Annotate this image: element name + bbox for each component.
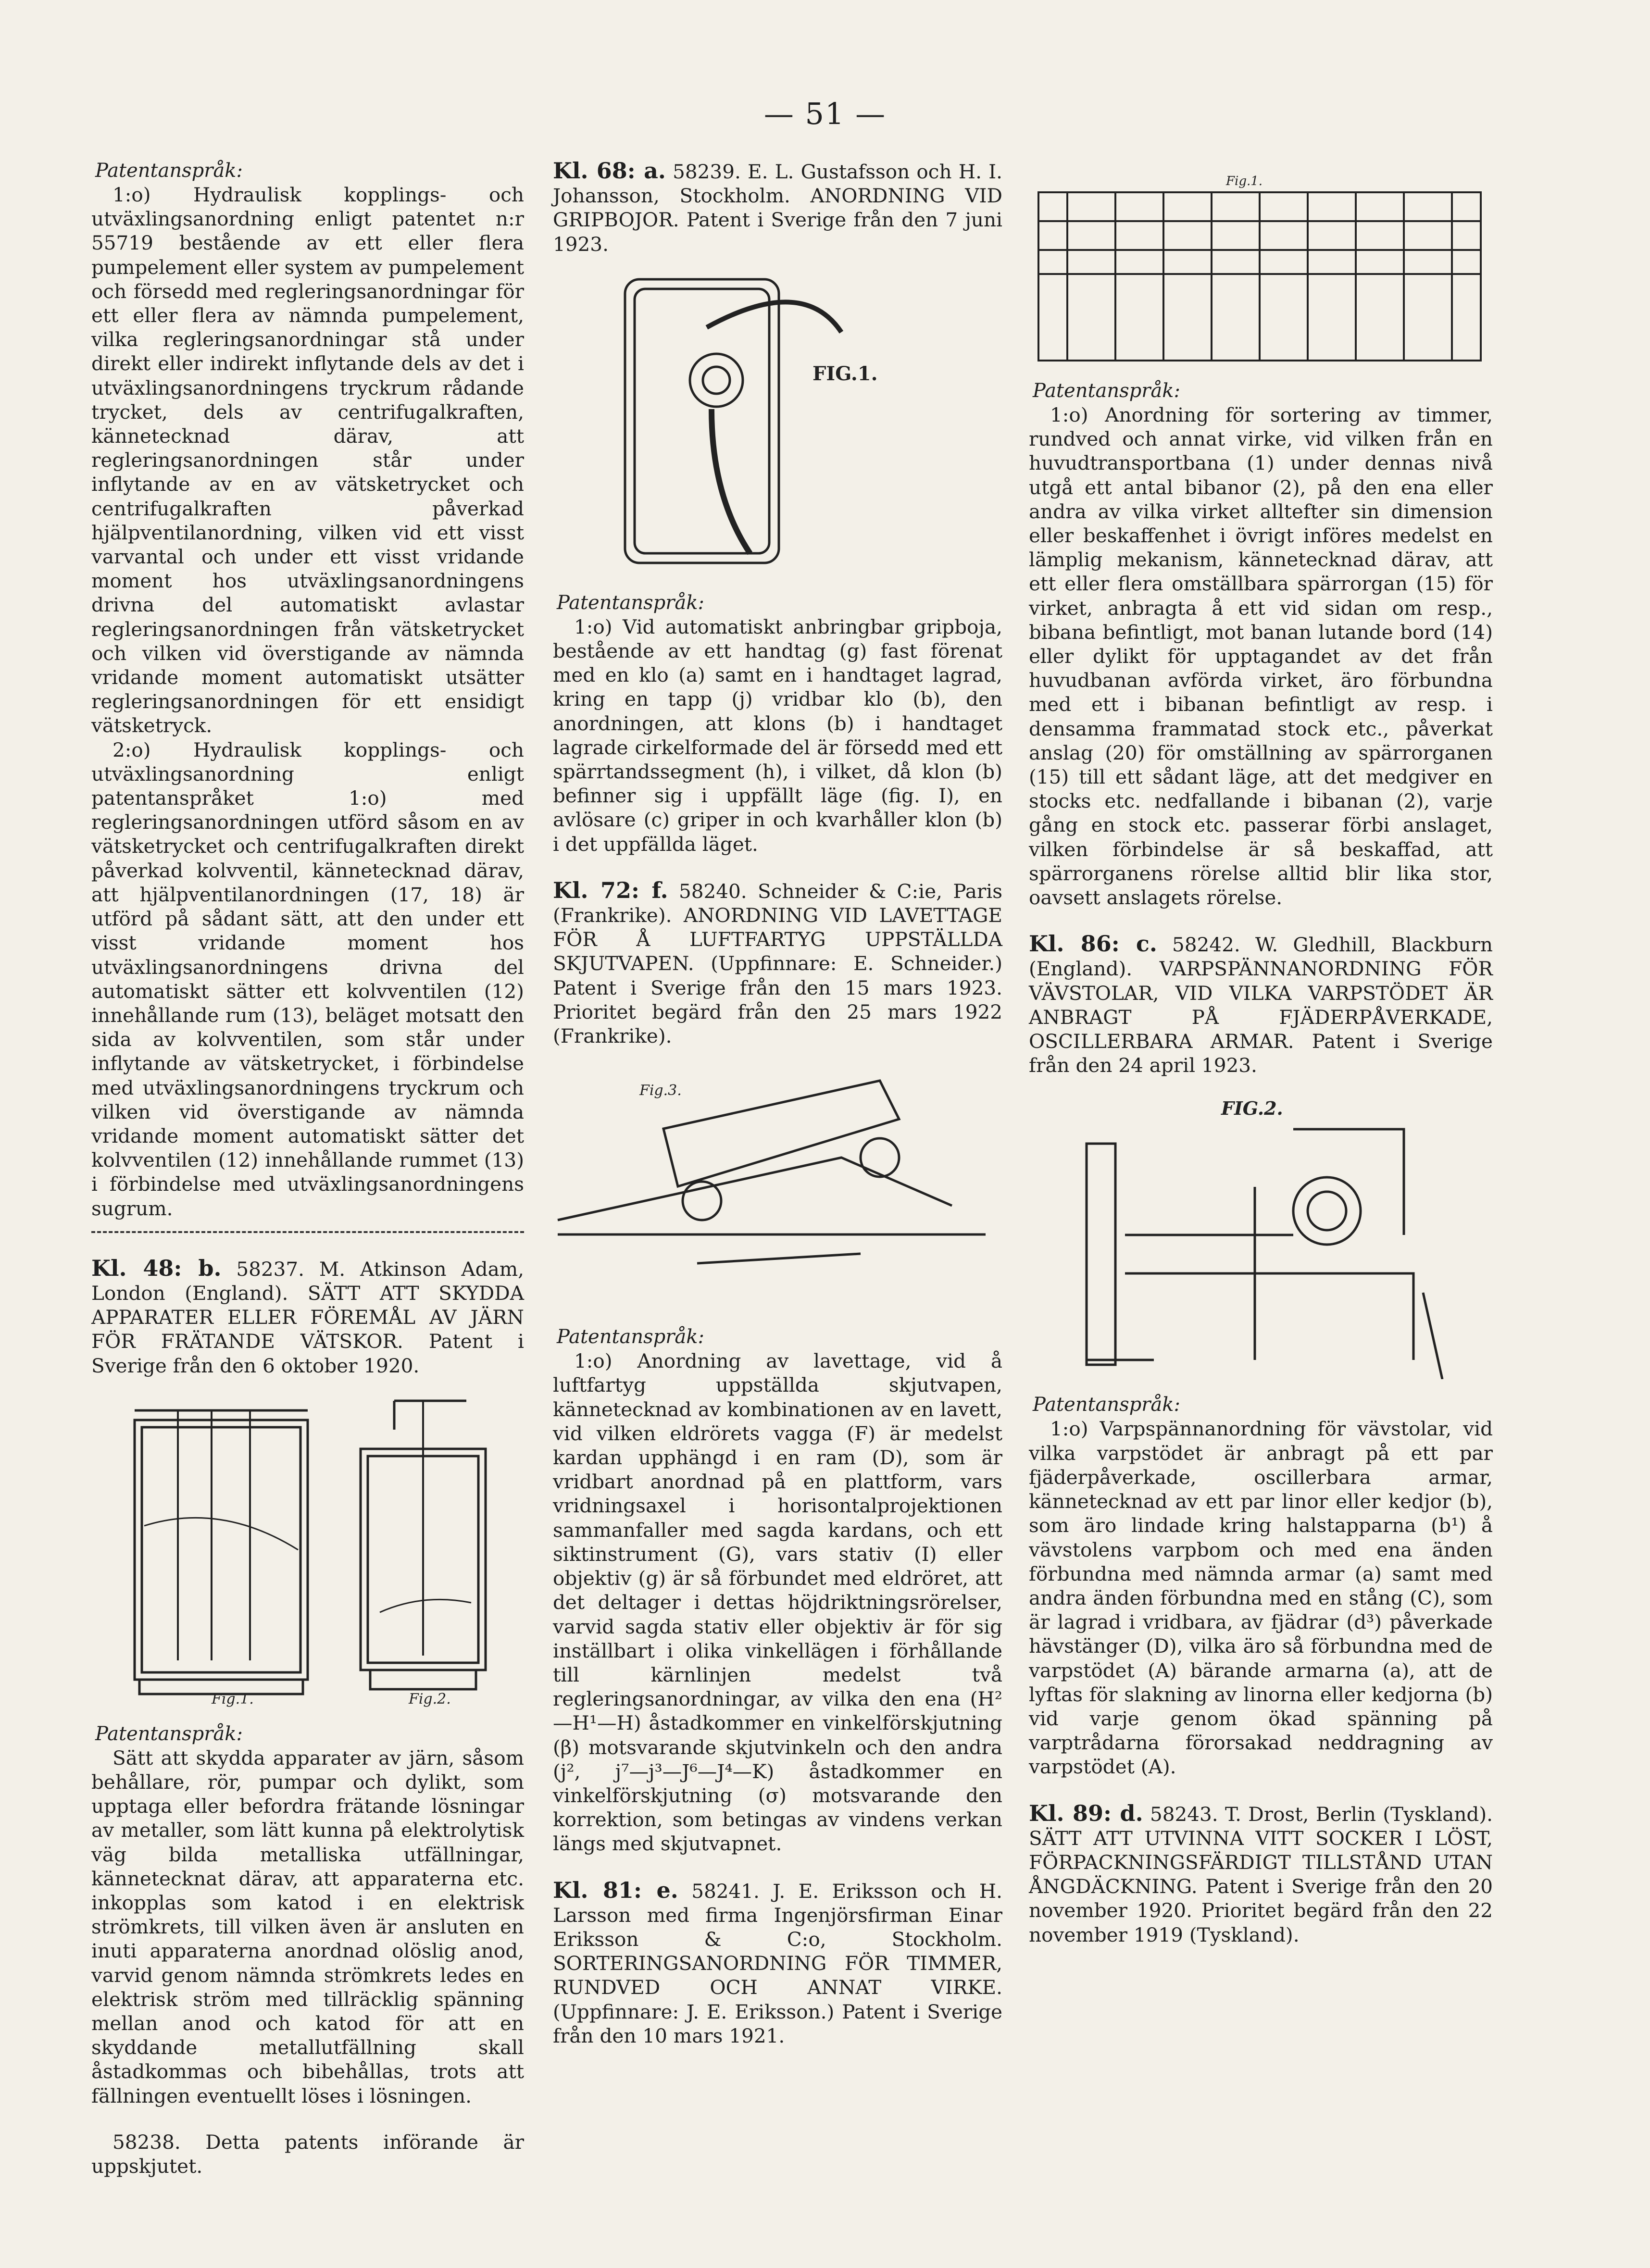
claims-label: Patentanspråk: [1033,1394,1180,1416]
patent-entry-48b [91,1256,524,1378]
patent-entry-81e [553,1878,1002,2048]
patent-entry-68a [553,159,1002,256]
class-label: Kl. 68: a. [553,158,666,184]
figure-sorting-conveyor [1029,159,1493,365]
column-left [91,159,524,2178]
class-label: Kl. 48: b. [91,1255,222,1281]
fig-1-caption: FIG.1. [812,362,878,385]
claim-paragraph: 1:o) Vid automatiskt anbringbar gripboja, bestående av ett handtag (g) fast förenat med en klo (a) samt en i handtaget lagrad, kring en tapp (j) vridbar klo (b), den anordningen, att klons (b) i handtaget lagrade cirkelformade del är försedd med ett spärrtandssegment (h), i vilket, då klon (b) befinner sig i uppfällt läge (fig. I), en avlösare (c) griper in och kvarhåller klon (b) i det uppfällda läget. [553,615,1002,856]
patent-entry-text: 58243. T. Drost, Berlin (Tyskland). SÄTT ATT UTVINNA VITT SOCKER I LÖST, FÖRPACKNINGSFÄRDIGT TILLSTÅND UTAN ÅNGDÄCKNING. Patent i Sverige från den 20 november 1920. Prioritet begärd från den 22 november 1919 (Tyskland). [1029,1802,1493,1946]
claim-paragraph: Sätt att skydda apparater av järn, såsom behållare, rör, pumpar och dylikt, som upptaga eller befordra frätande lösningar av metaller, som lätt kunna på elektrolytisk väg bilda metalliska utfällningar, kännetecknat därav, att apparaterna etc. inkopplas som katod i en elektrisk strömkrets, till vilken även är ansluten en inuti apparaterna anordnad olöslig anod, varvid genom nämnda strömkrets ledes en elektrisk ström med tillräcklig spänning mellan anod och katod för att en skyddande metallutfällning skall åstadkommas och bibehållas, trots att fällningen eventuellt löses i lösningen. [91,1746,524,2107]
claims-label: Patentanspråk: [95,1722,243,1745]
class-label: Kl. 72: f. [553,877,668,903]
class-label: Kl. 81: e. [553,1877,678,1903]
patent-entry-72f [553,878,1002,1048]
class-label: Kl. 89: d. [1029,1800,1143,1826]
claim-paragraph: 1:o) Hydraulisk kopplings- och utväxlingsanordning enligt patentet n:r 55719 bestående av ett eller flera pumpelement eller system av pumpelement och försedd med regleringsanordningar för ett eller flera av nämnda pumpelement, vilka regleringsanordningar stå under direkt eller indirekt inflytande dels av det i utväxlingsanordningens tryckrum rådande trycket, dels av centrifugalkraften, kännetecknad därav, att regleringsanordningen står under inflytande av en av vätsketrycket och centrifugalkraften påverkad hjälpventilanordning, vilken vid ett visst varvantal och under ett visst vridande moment hos utväxlingsanordningens drivna del automatiskt avlastar regleringsanordningen från vätsketrycket och vilken vid överstigande av nämnda vridande moment automatiskt utsätter regleringsanordningen för ett ensidigt vätsketryck. [91,183,524,737]
claim-paragraph: 1:o) Anordning av lavettage, vid å luftfartyg uppställda skjutvapen, kännetecknad av kombinationen av en lavett, vid vilken eldrörets vagga (F) är medelst kardan upphängd i en ram (D), som är vridbart anordnad på en plattform, vars vridningsaxel i horisontalprojektionen sammanfaller med sagda kardans, och ett siktinstrument (G), vars stativ (I) eller objektiv (g) är så förbundet med eldröret, att det deltager i dettas höjdriktningsrörelser, varvid sagda stativ eller objektiv är för sig inställbart i olika vinkellägen i förhållande till kärnlinjen medelst två regleringsanordningar, av vilka den ena (H²—H¹—H) åstadkommer en vinkelförskjutning (β) motsvarande skjutvinkeln och den andra (j², j⁷—j³—J⁶—J⁴—K) åstadkommer en vinkelförskjutning (σ) motsvarande den korrektion, som betingas av vindens verkan längs med skjutvapnet. [553,1349,1002,1856]
section-divider [91,1221,524,1243]
claims-label: Patentanspråk: [557,1326,704,1348]
claims-label: Patentanspråk: [1033,380,1180,402]
class-label: Kl. 86: c. [1029,931,1157,957]
claims-label: Patentanspråk: [95,160,243,182]
figure-loom-warp-tension [1029,1091,1493,1379]
fig-1-caption: Fig.1. [212,1690,254,1707]
column-middle [553,159,1002,2048]
claims-label: Patentanspråk: [557,591,704,614]
claim-paragraph: 1:o) Anordning för sortering av timmer, rundved och annat virke, vid vilken från en huvudtransportbana (1) under dennas nivå utgå ett antal bibanor (2), på den ena eller andra av vilka virket alltefter sin dimension eller beskaffenhet i övrigt införes medelst en lämplig mekanism, kännetecknad därav, att ett eller flera omställbara spärrorgan (15) för virket, anbragta å ett vid sidan om resp., bibana befintligt, mot banan lutande bord (14) eller dylikt för upptagandet av det från huvudbanan avförda virket, äro förbundna med ett i bibanan befintligt av resp. i densamma frammatad stock etc., påverkat anslag (20) för omställning av spärrorganen (15) till ett sådant läge, att det medgiver en stocks etc. nedfallande i bibanan (2), varje gång en stock etc. passerar förbi anslaget, vilken förbindelse är så beskaffad, att spärrorganens rörelse alltid blir lika stor, oavsett anslagets rörelse. [1029,403,1493,910]
patent-entry-89d [1029,1801,1493,1947]
figure-electrolytic-containers [91,1391,524,1708]
fig-2-caption: Fig.2. [409,1690,451,1707]
figure-gun-carriage [553,1061,1002,1311]
patent-entry-58238: 58238. Detta patents införande är uppskjutet. [91,2130,524,2178]
patent-entry-text: 58240. Schneider & C:ie, Paris (Frankrike). ANORDNING VID LAVETTAGE FÖR Å LUFTFARTYG UPPSTÄLLDA SKJUTVAPEN. (Uppfinnare: E. Schneider.) Patent i Sverige från den 15 mars 1923. Prioritet begärd från den 25 mars 1922 (Frankrike). [553,879,1002,1048]
fig-1-caption: Fig.1. [1226,174,1263,188]
figure-gripping-buoy [553,270,1002,577]
page-number: — 51 — [763,96,887,131]
claim-paragraph: 1:o) Varpspännanordning för vävstolar, vid vilka varpstödet är anbragt på ett par fjäderpåverkade, oscillerbara armar, kännetecknad av ett par linor eller kedjor (b), som äro lindade kring halstapparna (b¹) å vävstolens varpbom och med ena änden förbundna med nämnda armar (a) samt med andra änden förbundna med en stång (C), som är lagrad i vridbara, av fjädrar (d³) påverkade hävstänger (D), vilka äro så förbundna med de varpstödet (A) bärande armarna (a), att de lyftas för slakning av linorna eller kedjorna (b) vid varje genom ökad spänning på varptrådarna förorsakad neddragning av varpstödet (A). [1029,1417,1493,1779]
fig-2-caption: FIG.2. [1221,1097,1283,1120]
patent-entry-86c [1029,932,1493,1077]
patent-entry-text: 58242. W. Gledhill, Blackburn (England). VARPSPÄNNANORDNING FÖR VÄVSTOLAR, VID VILKA VARPSTÖDET ÄR ANBRAGT PÅ FJÄDERPÅVERKADE, OSCILLERBARA ARMAR. Patent i Sverige från den 24 april 1923. [1029,933,1493,1077]
patent-entry-text: 58241. J. E. Eriksson och H. Larsson med firma Ingenjörsfirman Einar Eriksson & C:o, Stockholm. SORTERINGSANORDNING FÖR TIMMER, RUNDVED OCH ANNAT VIRKE. (Uppfinnare: J. E. Eriksson.) Patent i Sverige från den 10 mars 1921. [553,1879,1003,2047]
column-right [1029,159,1493,1947]
patent-entry-text: 58237. M. Atkinson Adam, London (England). SÄTT ATT SKYDDA APPARATER ELLER FÖREMÅL AV JÄRN FÖR FRÄTANDE VÄTSKOR. Patent i Sverige från den 6 oktober 1920. [91,1257,524,1377]
claim-paragraph: 2:o) Hydraulisk kopplings- och utväxlingsanordning enligt patentanspråket 1:o) med regleringsanordningen utförd såsom en av vätsketrycket och centrifugalkraften direkt påverkad kolvventil, kännetecknad därav, att hjälpventilanordningen (17, 18) är utförd på sådant sätt, att den under ett visst vridande moment hos utväxlingsanordningens drivna del automatiskt sätter ett kolvventilen (12) innehållande rum (13), beläget motsatt den sida av kolvventilen, som står under inflytande av vätsketrycket, i förbindelse med utväxlingsanordningens tryckrum och vilken vid överstigande av nämnda vridande moment automatiskt sätter det kolvventilen (12) innehållande rummet (13) i förbindelse med utväxlingsanordningens sugrum. [91,738,524,1220]
patent-entry-text: 58239. E. L. Gustafsson och H. I. Johansson, Stockholm. ANORDNING VID GRIPBOJOR. Patent i Sverige från den 7 juni 1923. [553,160,1002,256]
fig-3-caption: Fig.3. [639,1082,682,1099]
